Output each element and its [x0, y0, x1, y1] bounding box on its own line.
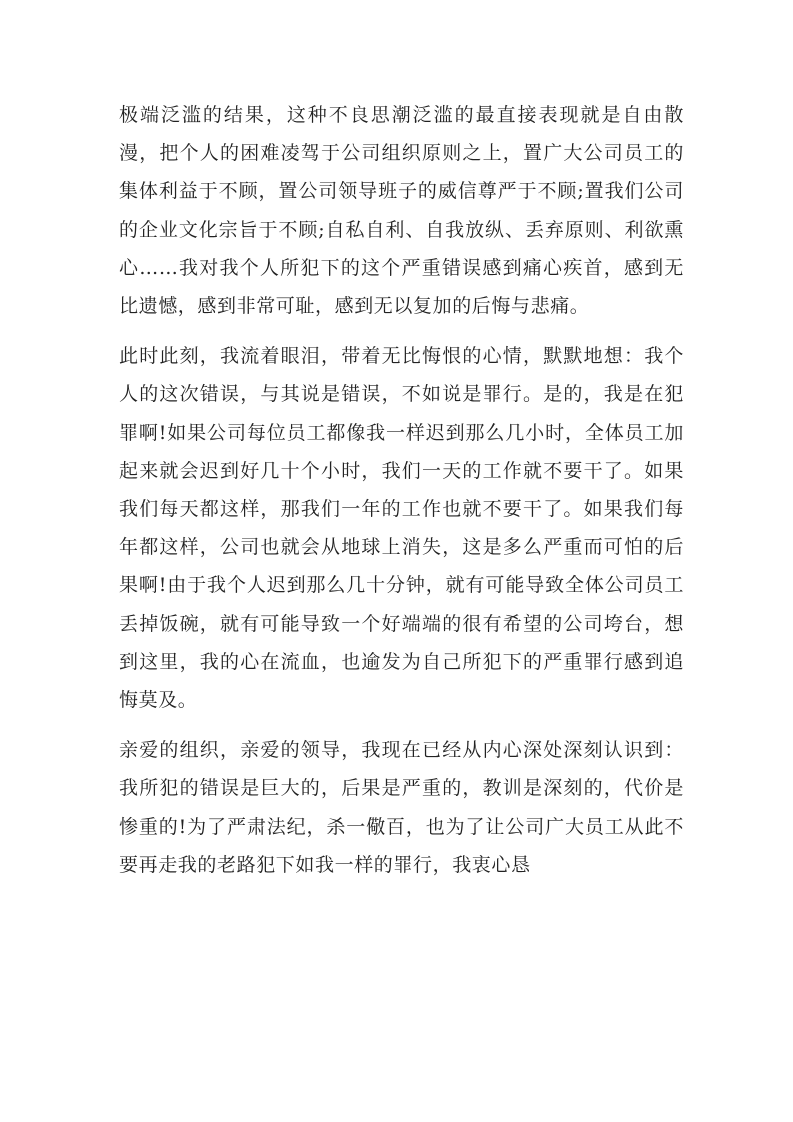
- paragraph-2: 此时此刻，我流着眼泪，带着无比悔恨的心情，默默地想：我个人的这次错误，与其说是错误，不如说是罪行。是的，我是在犯罪啊!如果公司每位员工都像我一样迟到那么几小时，全体员工加起来就会迟到好几十个小时，我们一天的工作就不要干了。如果我们每天都这样，那我们一年的工作也就不要干了。如果我们每年都这样，公司也就会从地球上消失，这是多么严重而可怕的后果啊!由于我个人迟到那么几十分钟，就有可能导致全体公司员工丢掉饭碗，就有可能导致一个好端端的很有希望的公司垮台，想到这里，我的心在流血，也逾发为自己所犯下的严重罪行感到追悔莫及。: [119, 345, 684, 712]
- paragraph-1: 极端泛滥的结果，这种不良思潮泛滥的最直接表现就是自由散漫，把个人的困难凌驾于公司组织原则之上，置广大公司员工的集体利益于不顾，置公司领导班子的威信尊严于不顾;置我们公司的企业文化宗旨于不顾;自私自利、自我放纵、丢弃原则、利欲熏心……我对我个人所犯下的这个严重错误感到痛心疾首，感到无比遗憾，感到非常可耻，感到无以复加的后悔与悲痛。: [119, 104, 684, 318]
- document-body: [119, 96, 684, 896]
- paragraph-3: 亲爱的组织，亲爱的领导，我现在已经从内心深处深刻认识到：我所犯的错误是巨大的，后果是严重的，教训是深刻的，代价是惨重的!为了严肃法纪，杀一儆百，也为了让公司广大员工从此不要再走我的老路犯下如我一样的罪行，我衷心恳: [119, 739, 684, 876]
